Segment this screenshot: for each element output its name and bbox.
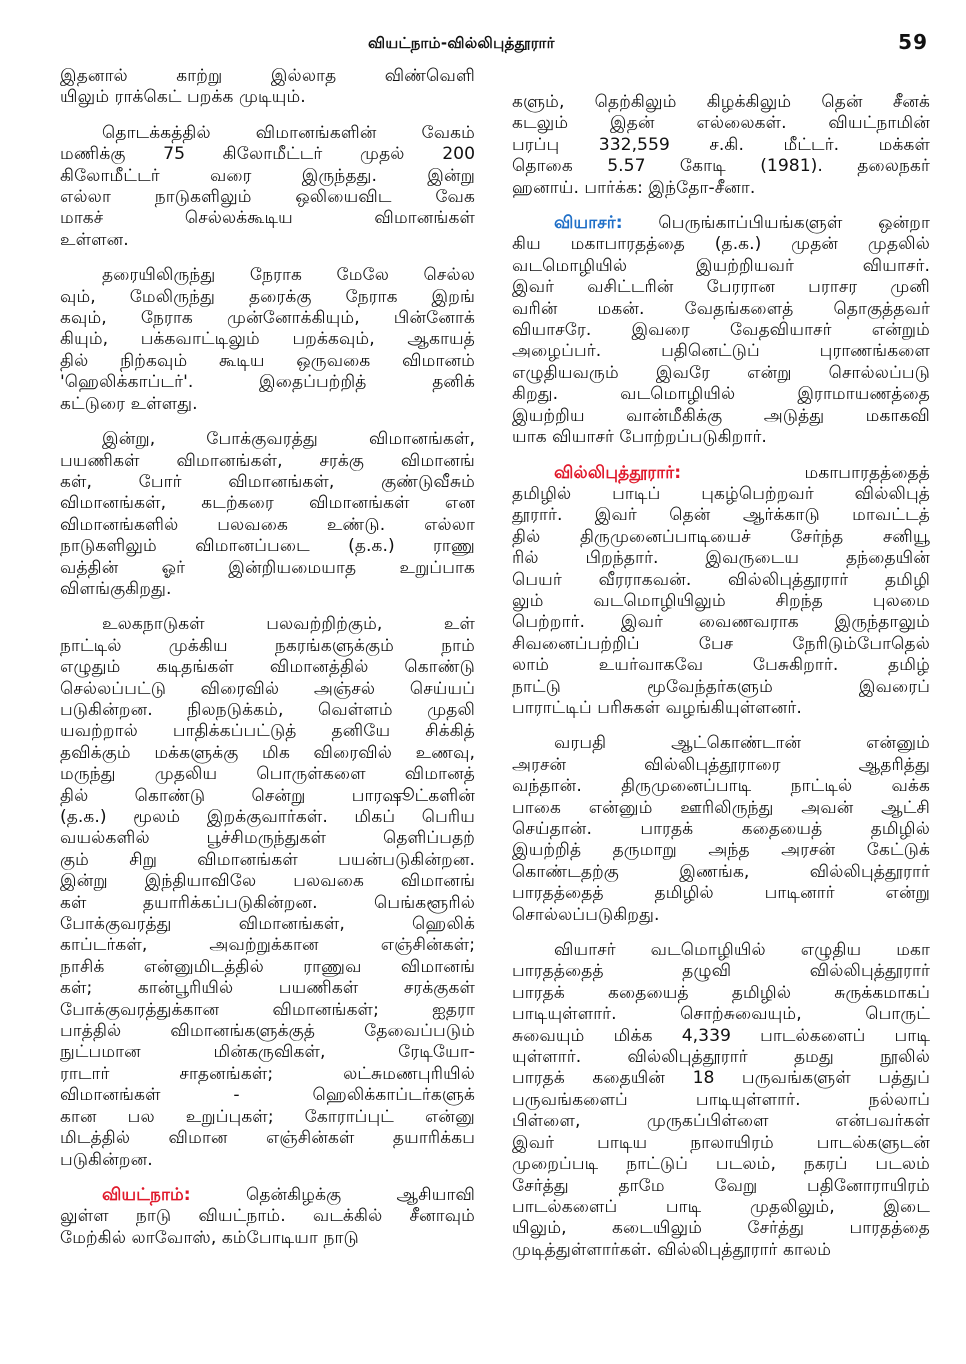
text-line: லுள்ள நாடு வியட்நாம். வடக்கில் சீனாவும் [60,1206,475,1227]
page-header [58,30,934,60]
text-line: லும் வடமொழியிலும் சிறந்த புலமை [512,590,930,611]
text-line: செய்தான். பாரதக் கதையைத் தமிழில் [512,819,930,839]
text-line: பெற்றார். இவர் வைணவராக இருந்தாலும் [512,612,930,633]
text-line: உள்ளன. [60,229,129,250]
text-line: நாசிக் என்னுமிடத்தில் ராணுவ விமானங் [60,956,475,977]
text-line: தரையிலிருந்து நேராக மேலே செல்ல [102,265,475,286]
text-line: சேர்த்து தாமே வேறு பதினோராயிரம் [512,1175,930,1196]
text-line: சிவனைப்பற்றிப் பேச நேரிடும்போதெல் [512,633,930,654]
text-line: பாரதத்தைத் தமிழில் பாடினார் என்று [512,883,930,904]
entry-keyword: வில்லிபுத்தூரார்: [554,462,682,483]
text-line: முறைப்படி நாட்டுப் படலம், நகரப் படலம் [512,1154,930,1175]
paragraph [60,123,475,251]
text-line: வும், மேலிருந்து தரைக்கு நேராக இறங் [60,286,475,307]
text-line: கிறது. வடமொழியில் இராமாயணத்தை [512,384,930,405]
text-line: நாட்டு மூவேந்தர்களும் இவரைப் [512,676,930,697]
text-line: (த.க.) மூலம் இறக்குவார்கள். மிகப் பெரிய [60,807,475,827]
text-line: மருந்து முதலிய பொருள்களை விமானத் [60,764,475,785]
text-span: பெருங்காப்பியங்களுள் ஒன்றா [622,213,930,234]
text-line: மணிக்கு 75 கிலோமீட்டர் முதல் 200 [60,144,475,165]
text-line: போக்குவரத்துக்கான விமானங்கள்; ஐதரா [60,999,475,1020]
text-line: ராடார் சாதனங்கள்; லட்சுமணபுரியில் [60,1063,475,1084]
text-line: வந்தான். திருமுனைப்பாடி நாட்டில் வக்க [512,776,930,797]
text-line: கிலோமீட்டர் வரை இருந்தது. இன்று [60,165,475,186]
text-line: இன்று, போக்குவரத்து விமானங்கள், [102,429,475,450]
left-column [60,66,475,1263]
paragraph [512,940,930,1261]
text-line: வத்தின் ஓர் இன்றியமையாத உறுப்பாக [60,557,475,578]
text-line: யுள்ளார். வில்லிபுத்தூரார் தமது நூலில் [512,1047,930,1068]
paragraph [60,1185,475,1249]
text-line: நாட்டில் முக்கிய நகரங்களுக்கும் நாம் [60,635,475,656]
text-line [512,213,930,234]
text-line: செல்லப்பட்டு விரைவில் அஞ்சல் செய்யப் [60,678,475,699]
text-line: இன்று இந்தியாவிலே பலவகை விமானங் [60,871,475,892]
text-line: விளங்குகிறது. [60,578,172,599]
text-line: பருவங்களைப் பாடியுள்ளார். நல்லாப் [512,1089,930,1110]
text-line: ரில் பிறந்தார். இவருடைய தந்தையின் [512,548,930,569]
paragraph [512,92,930,199]
text-line: பாரதக் கதையைத் தமிழில் சுருக்கமாகப் [512,982,930,1003]
text-line: கொண்டதற்கு இணங்க, வில்லிபுத்தூரார் [512,861,930,882]
text-line: மேற்கில் லாவோஸ், கம்போடியா நாடு [60,1227,359,1248]
text-line: பாகை என்னும் ஊரிலிருந்து அவன் ஆட்சி [512,797,930,818]
text-line: பாடியுள்ளார். சொற்சுவையும், பொருட் [512,1004,930,1025]
paragraph [60,265,475,415]
text-line: வரபதி ஆட்கொண்டான் என்னும் [554,733,930,754]
text-line: கும் சிறு விமானங்கள் பயன்படுகின்றன. [60,849,475,870]
text-line: சுவையும் மிக்க 4,339 பாடல்களைப் பாடி [512,1025,930,1046]
text-line: கள்; கான்பூரியில் பயணிகள் சரக்குகள் [60,978,475,999]
text-line: முடித்துள்ளார்கள். வில்லிபுத்தூரார் காலம் [512,1239,832,1260]
text-line: கடலும் இதன் எல்லைகள். வியட்நாமின் [512,113,930,134]
paragraph [60,66,475,109]
text-line: யவற்றால் பாதிக்கப்பட்டுத் தனியே சிக்கித் [60,721,475,742]
text-line: போக்குவரத்து விமானங்கள், ஹெலிக் [60,914,475,935]
text-line: பெயர் வீரராகவன். வில்லிபுத்தூரார் தமிழி [512,569,930,590]
text-line: யிலும், கடையிலும் சேர்த்து பாரதத்தை [512,1218,930,1239]
text-span: தென்கிழக்கு ஆசியாவி [190,1184,475,1205]
text-line: பாத்தில் விமானங்களுக்குத் தேவைப்படும் [60,1021,475,1042]
page-number: 59 [898,30,928,54]
text-line: பரப்பு 332,559 ச.கி. மீட்டர். மக்கள் [512,134,930,155]
text-line: எல்லா நாடுகளிலும் ஒலியைவிட வேக [60,187,475,208]
text-line: யாக வியாசர் போற்றப்படுகிறார். [512,427,767,448]
text-line: தூரார். இவர் தென் ஆர்க்காடு மாவட்டத் [512,505,930,526]
text-line: மாகச் செல்லக்கூடிய விமானங்கள் [60,208,475,229]
text-line: தில் திருமுனைப்பாடியைச் சேர்ந்த சனியூ [512,526,930,547]
text-line: கான பல உறுப்புகள்; கோராப்புட் என்னு [60,1106,475,1127]
text-line: பிள்ளை, முருகப்பிள்ளை என்பவர்கள் [512,1111,930,1132]
text-line: வரின் மகன். வேதங்களைத் தொகுத்தவர் [512,298,930,319]
text-line: நுட்பமான மின்கருவிகள், ரேடியோ- [60,1042,475,1063]
text-line: அழைப்பர். பதினெட்டுப் புராணங்களை [512,341,930,362]
text-line: மிடத்தில் விமான எஞ்சின்கள் தயாரிக்கப [60,1128,475,1149]
text-line: ஹனாய். பார்க்க: இந்தோ-சீனா. [512,177,756,198]
text-line [60,1185,475,1206]
text-line: விமானங்கள், கடற்கரை விமானங்கள் என [60,493,475,514]
text-line: வியாசர் வடமொழியில் எழுதிய மகா [554,940,930,961]
text-line: கள் தயாரிக்கப்படுகின்றன. பெங்களூரில் [60,892,475,913]
text-line: தொடக்கத்தில் விமானங்களின் வேகம் [102,122,475,143]
text-line: பாராட்டிப் பரிசுகள் வழங்கியுள்ளனர். [512,697,802,718]
text-line: விமானங்கள் - ஹெலிக்காப்டர்களுக் [60,1085,475,1106]
text-span: மகாபாரதத்தைத் [681,462,930,483]
text-line: உலகநாடுகள் பலவற்றிற்கும், உள் [102,614,475,635]
text-line: வியாசரே. இவரை வேதவியாசர் என்றும் [512,320,930,341]
text-line: தொகை 5.57 கோடி (1981). தலைநகர் [512,156,930,177]
text-line: களும், தெற்கிலும் கிழக்கிலும் தென் சீனக் [512,92,930,112]
text-line: தவிக்கும் மக்களுக்கு மிக விரைவில் உணவு, [60,742,475,763]
text-line: கிய மகாபாரதத்தை (த.க.) முதன் முதலில் [512,234,930,255]
text-line: கள், போர் விமானங்கள், குண்டுவீசும் [60,471,475,492]
text-line: இயற்றிய வான்மீகிக்கு அடுத்து மகாகவி [512,405,930,426]
text-line: பாரதத்தைத் தழுவி வில்லிபுத்தூரார் [512,961,930,982]
text-line: அரசன் வில்லிபுத்தூராரை ஆதரித்து [512,754,930,775]
running-title: வியட்நாம்-வில்லிபுத்தூரார் [368,34,555,52]
text-line: கட்டுரை உள்ளது. [60,393,198,414]
text-line: வடமொழியில் இயற்றியவர் வியாசர். [512,255,930,276]
right-column [512,92,930,1275]
text-line: காப்டர்கள், அவற்றுக்கான எஞ்சின்கள்; [60,935,475,956]
text-line: பாடல்களைப் பாடி முதலிலும், இடை [512,1196,930,1217]
text-line: எழுதியவரும் இவரே என்று சொல்லப்படு [512,362,930,383]
paragraph [512,213,930,448]
text-line: தில் நிற்கவும் கூடிய ஒருவகை விமானம் [60,350,475,371]
text-line: இவர் பாடிய நாலாயிரம் பாடல்களுடன் [512,1132,930,1153]
paragraph [60,429,475,600]
text-line: தமிழில் பாடிப் புகழ்பெற்றவர் வில்லிபுத் [512,483,930,504]
text-line: பாரதக் கதையின் 18 பருவங்களுள் பத்துப் [512,1068,930,1089]
text-line: வயல்களில் பூச்சிமருந்துகள் தெளிப்பதற் [60,828,475,849]
text-line: இவர் வசிட்டரின் பேரரான பராசர முனி [512,277,930,298]
paragraph [60,614,475,1171]
text-line: சொல்லப்படுகிறது. [512,904,660,925]
text-line: கவும், நேராக முன்னோக்கியும், பின்னோக் [60,308,475,329]
text-line: தில் கொண்டு சென்று பாரஷூட்களின் [60,785,475,806]
text-line: 'ஹெலிக்காப்டர்'. இதைப்பற்றித் தனிக் [60,372,475,393]
text-line: படுகின்றன. நிலநடுக்கம், வெள்ளம் முதலி [60,699,475,720]
entry-keyword: வியட்நாம்: [102,1184,191,1205]
text-line: விமானங்களில் பலவகை உண்டு. எல்லா [60,514,475,535]
text-line: பயணிகள் விமானங்கள், சரக்கு விமானங் [60,450,475,471]
text-line: இயற்றித் தருமாறு அந்த அரசன் கேட்டுக் [512,840,930,861]
paragraph [512,733,930,926]
text-line: இதனால் காற்று இல்லாத விண்வெளி [60,66,475,86]
paragraph [512,463,930,720]
text-line: கியும், பக்கவாட்டிலும் பறக்கவும், ஆகாயத் [60,329,475,350]
text-line: லாம் உயர்வாகவே பேசுகிறார். தமிழ் [512,655,930,676]
text-line: நாடுகளிலும் விமானப்படை (த.க.) ராணு [60,536,475,557]
text-line: படுகின்றன. [60,1149,153,1170]
entry-keyword: வியாசர்: [554,213,623,234]
text-line: எழுதும் கடிதங்கள் விமானத்தில் கொண்டு [60,657,475,678]
text-line: யிலும் ராக்கெட் பறக்க முடியும். [60,87,306,108]
text-line [512,463,930,484]
